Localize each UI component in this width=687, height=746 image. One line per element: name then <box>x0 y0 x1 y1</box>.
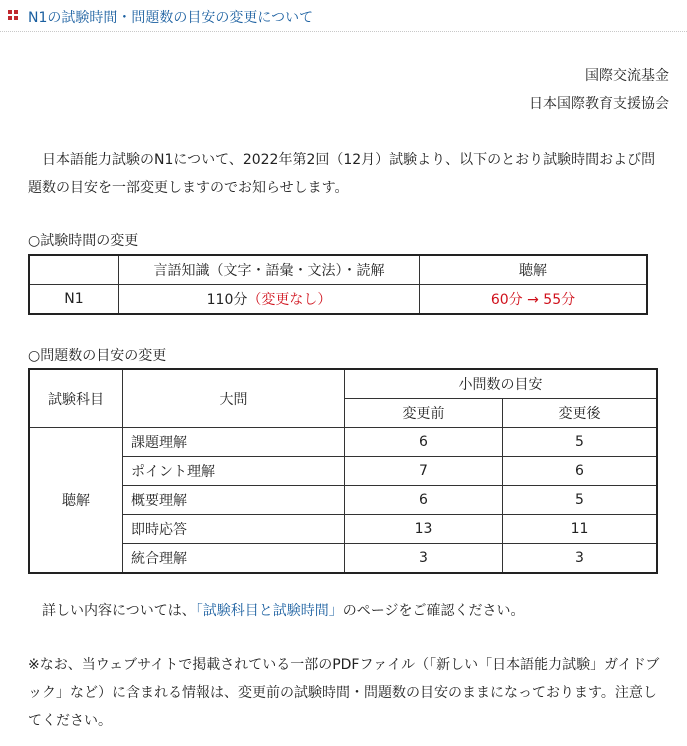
detail-suffix: のページをご確認ください。 <box>342 603 525 619</box>
row-before: 3 <box>345 544 503 574</box>
table-row <box>29 486 657 515</box>
section-questions-title: ○問題数の目安の変更 <box>28 348 167 364</box>
table-header-knowledge: 言語知識（文字・語彙・文法）・読解 <box>119 255 420 285</box>
row-before: 6 <box>345 486 503 515</box>
row-after: 3 <box>503 544 658 574</box>
exam-subjects-link[interactable]: 「試験科目と試験時間」 <box>195 603 343 619</box>
page-title: N1の試験時間・問題数の目安の変更について <box>28 10 314 26</box>
page-header <box>0 0 687 32</box>
header-subject: 試験科目 <box>29 369 123 428</box>
level-cell: N1 <box>29 285 119 315</box>
row-name: 課題理解 <box>123 428 345 457</box>
table-header-row <box>29 369 657 399</box>
question-count-table <box>28 368 658 574</box>
knowledge-time: 110分 <box>206 292 248 308</box>
header-before: 変更前 <box>345 399 503 428</box>
table-header-empty <box>29 255 119 285</box>
row-before: 7 <box>345 457 503 486</box>
row-before: 13 <box>345 515 503 544</box>
table-row <box>29 515 657 544</box>
table-row <box>29 457 657 486</box>
knowledge-time-cell <box>119 285 420 315</box>
table-header-listening: 聴解 <box>420 255 648 285</box>
section-time-title: ○試験時間の変更 <box>28 233 139 249</box>
note-paragraph: ※なお、当ウェブサイトで掲載されている一部のPDFファイル（「新しい「日本語能力試験」ガイドブック」など）に含まれる情報は、変更前の試験時間・問題数の目安のままになっております。注意してください。 <box>28 657 660 729</box>
row-name: 統合理解 <box>123 544 345 574</box>
row-after: 5 <box>503 486 658 515</box>
detail-prefix: 詳しい内容については、 <box>42 603 196 619</box>
table-row <box>29 285 647 315</box>
row-after: 6 <box>503 457 658 486</box>
row-name: 即時応答 <box>123 515 345 544</box>
square-grid-icon <box>8 10 19 21</box>
subject-cell: 聴解 <box>29 428 123 574</box>
listening-time-change: 60分 → 55分 <box>420 285 648 315</box>
time-change-table <box>28 254 648 315</box>
header-after: 変更後 <box>503 399 658 428</box>
no-change-note: （変更なし） <box>247 292 332 308</box>
header-major: 大問 <box>123 369 345 428</box>
row-name: 概要理解 <box>123 486 345 515</box>
intro-text: 日本語能力試験のN1について、2022年第2回（12月）試験より、以下のとおり試験時間および問題数の目安を一部変更しますのでお知らせします。 <box>28 152 656 196</box>
row-before: 6 <box>345 428 503 457</box>
row-after: 11 <box>503 515 658 544</box>
table-header-row <box>29 255 647 285</box>
intro-paragraph <box>28 146 668 202</box>
row-after: 5 <box>503 428 658 457</box>
detail-paragraph <box>28 597 668 625</box>
header-group: 小問数の目安 <box>345 369 658 399</box>
table-row <box>29 428 657 457</box>
table-row <box>29 544 657 574</box>
organization-1: 国際交流基金 <box>585 68 669 84</box>
organization-2: 日本国際教育支援協会 <box>529 96 669 112</box>
row-name: ポイント理解 <box>123 457 345 486</box>
